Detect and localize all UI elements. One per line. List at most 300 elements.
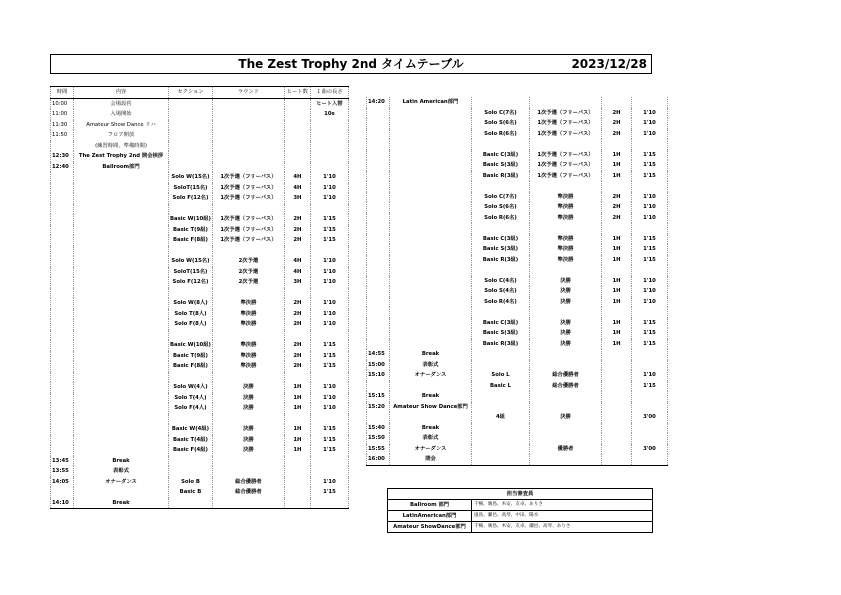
column-header-round: ラウンド (212, 87, 284, 99)
cell-heats (284, 477, 310, 488)
cell-heats (602, 454, 632, 465)
table-row (51, 109, 349, 120)
cell-time (51, 309, 74, 320)
cell-heats (284, 498, 310, 509)
cell-song-length: 1'15 (310, 487, 348, 498)
cell-section: Solo F(4人) (169, 403, 213, 414)
cell-heats (284, 330, 310, 341)
table-row (367, 118, 668, 129)
cell-heats (602, 412, 632, 423)
cell-content: Break (74, 456, 169, 467)
cell-time (51, 277, 74, 288)
table-row (367, 433, 668, 444)
cell-time (51, 414, 74, 425)
cell-heats: 4H (284, 256, 310, 267)
cell-round (530, 223, 602, 234)
cell-time: 15:15 (367, 391, 390, 402)
cell-section: SoloT(15名) (169, 267, 213, 278)
title-bar (50, 54, 652, 74)
cell-song-length (310, 141, 348, 152)
cell-time (51, 319, 74, 330)
cell-section: 4組 (472, 412, 530, 423)
table-row (51, 498, 349, 509)
table-row (367, 412, 668, 423)
left-timetable (50, 86, 349, 509)
table-row (367, 423, 668, 434)
cell-round: 決勝 (530, 412, 602, 423)
cell-song-length: 1'15 (310, 445, 348, 456)
cell-round (212, 246, 284, 257)
cell-heats (284, 456, 310, 467)
cell-content (390, 328, 472, 339)
cell-heats: 1H (602, 234, 632, 245)
cell-time (367, 339, 390, 350)
cell-content: Latin American部門 (390, 97, 472, 108)
cell-time (367, 297, 390, 308)
cell-heats: 2H (284, 361, 310, 372)
cell-time (367, 108, 390, 119)
table-row (51, 445, 349, 456)
cell-round: 総合優勝者 (530, 381, 602, 392)
cell-content (390, 118, 472, 129)
cell-round (530, 349, 602, 360)
table-row (51, 361, 349, 372)
cell-content (390, 129, 472, 140)
judges-table (387, 488, 653, 533)
cell-heats: 2H (284, 298, 310, 309)
cell-heats (602, 139, 632, 150)
cell-content (74, 319, 169, 330)
cell-content (74, 288, 169, 299)
cell-round: 決勝 (212, 393, 284, 404)
cell-section (169, 372, 213, 383)
table-row (367, 255, 668, 266)
cell-heats (602, 97, 632, 108)
cell-song-length: 10s (310, 109, 348, 120)
cell-song-length: 1'15 (310, 424, 348, 435)
cell-section: Basic B (169, 487, 213, 498)
table-row (51, 330, 349, 341)
cell-heats (602, 391, 632, 402)
cell-heats: 1H (602, 150, 632, 161)
cell-round: 2次予選 (212, 256, 284, 267)
cell-time (367, 129, 390, 140)
cell-section: Solo C(4名) (472, 276, 530, 287)
cell-round: 準決勝 (212, 319, 284, 330)
cell-time (51, 246, 74, 257)
cell-heats (602, 433, 632, 444)
cell-content (390, 307, 472, 318)
table-row (367, 97, 668, 108)
cell-song-length: 1'10 (310, 382, 348, 393)
cell-section (472, 139, 530, 150)
cell-content (74, 277, 169, 288)
cell-content: Break (74, 498, 169, 509)
table-row (367, 402, 668, 413)
cell-time (51, 435, 74, 446)
cell-song-length (632, 265, 668, 276)
table-row (367, 181, 668, 192)
cell-section (472, 444, 530, 455)
cell-time: 11:00 (51, 109, 74, 120)
cell-heats: 2H (284, 309, 310, 320)
cell-song-length (632, 139, 668, 150)
cell-heats (602, 265, 632, 276)
cell-content: Amateur Show Dance部門 (390, 402, 472, 413)
cell-section (472, 360, 530, 371)
cell-heats: 4H (284, 267, 310, 278)
judges-names: 風島、瀬邑、高琴、中田、陽水 (472, 511, 653, 522)
cell-content: Break (390, 391, 472, 402)
table-row (367, 276, 668, 287)
table-row (51, 130, 349, 141)
cell-heats (284, 151, 310, 162)
cell-song-length (310, 330, 348, 341)
cell-round (530, 307, 602, 318)
cell-song-length: 1'10 (310, 309, 348, 320)
cell-time (51, 256, 74, 267)
cell-heats: 3H (284, 277, 310, 288)
cell-time (367, 276, 390, 287)
table-row (367, 339, 668, 350)
cell-heats: 4H (284, 183, 310, 194)
page-title: The Zest Trophy 2nd タイムテーブル (238, 57, 464, 71)
cell-song-length: 1'15 (632, 150, 668, 161)
cell-round: 準決勝 (212, 298, 284, 309)
cell-time (51, 393, 74, 404)
cell-round (530, 402, 602, 413)
cell-content (390, 223, 472, 234)
cell-time (51, 487, 74, 498)
cell-time (51, 351, 74, 362)
cell-section: Solo F(8人) (169, 319, 213, 330)
cell-song-length: 1'15 (310, 351, 348, 362)
cell-time: 10:00 (51, 98, 74, 109)
cell-song-length: 1'15 (632, 381, 668, 392)
cell-section: Basic W(10組) (169, 340, 213, 351)
cell-time (367, 318, 390, 329)
column-header-heats: ヒート数 (284, 87, 310, 99)
cell-song-length (632, 433, 668, 444)
cell-time (367, 192, 390, 203)
cell-content (74, 246, 169, 257)
cell-heats: 2H (602, 118, 632, 129)
cell-section (169, 98, 213, 109)
cell-heats (284, 466, 310, 477)
judges-dept: Amateur ShowDance部門 (388, 522, 472, 533)
cell-heats: 1H (602, 171, 632, 182)
cell-time: 13:55 (51, 466, 74, 477)
cell-content: 表彰式 (390, 433, 472, 444)
cell-heats (602, 307, 632, 318)
cell-section: Solo T(8人) (169, 309, 213, 320)
cell-time (51, 382, 74, 393)
cell-content (74, 256, 169, 267)
cell-time (367, 171, 390, 182)
cell-song-length (310, 466, 348, 477)
cell-section: Basic T(9組) (169, 351, 213, 362)
cell-time: 15:10 (367, 370, 390, 381)
cell-round (212, 288, 284, 299)
cell-heats (284, 162, 310, 173)
cell-section (472, 423, 530, 434)
cell-content (74, 235, 169, 246)
cell-content (390, 381, 472, 392)
cell-time (367, 412, 390, 423)
cell-content (390, 192, 472, 203)
cell-content (74, 298, 169, 309)
cell-section: Solo R(6名) (472, 129, 530, 140)
table-row (51, 414, 349, 425)
cell-section (169, 109, 213, 120)
table-row (367, 139, 668, 150)
cell-content (74, 382, 169, 393)
cell-heats: 2H (602, 129, 632, 140)
cell-section: Solo B (169, 477, 213, 488)
judges-names: 千暢、廣島、木安、友卓、ありさ (472, 500, 653, 511)
cell-round: 1次予選（フリーパス） (212, 225, 284, 236)
cell-song-length (632, 307, 668, 318)
cell-round: 決勝 (212, 435, 284, 446)
table-row (51, 393, 349, 404)
cell-round: 準決勝 (212, 309, 284, 320)
table-row (51, 214, 349, 225)
cell-section: Basic W(10組) (169, 214, 213, 225)
cell-round: 1次予選（フリーパス） (212, 235, 284, 246)
cell-section: Solo S(6名) (472, 118, 530, 129)
table-row (51, 256, 349, 267)
table-row (51, 288, 349, 299)
cell-round: 1次予選（フリーパス） (530, 150, 602, 161)
cell-section: Basic R(3組) (472, 171, 530, 182)
cell-content: オナーダンス (74, 477, 169, 488)
cell-content (390, 108, 472, 119)
cell-heats: 2H (284, 225, 310, 236)
cell-song-length: 1'15 (632, 339, 668, 350)
cell-round (212, 330, 284, 341)
cell-round (212, 130, 284, 141)
cell-song-length: 1'15 (632, 255, 668, 266)
table-row (367, 297, 668, 308)
cell-heats: 1H (284, 424, 310, 435)
cell-song-length: 1'10 (310, 183, 348, 194)
cell-time (51, 141, 74, 152)
cell-heats: 2H (284, 235, 310, 246)
cell-section: Basic C(3組) (472, 150, 530, 161)
cell-time (51, 193, 74, 204)
cell-heats: 1H (602, 328, 632, 339)
cell-content: Ballroom部門 (74, 162, 169, 173)
cell-song-length: 1'10 (632, 276, 668, 287)
cell-time: 14:10 (51, 498, 74, 509)
cell-song-length: 1'10 (310, 319, 348, 330)
cell-heats: 2H (284, 351, 310, 362)
cell-content (74, 351, 169, 362)
cell-round: 1次予選（フリーパス） (212, 183, 284, 194)
cell-round: 準決勝 (212, 340, 284, 351)
cell-content (74, 393, 169, 404)
cell-round: 2次予選 (212, 277, 284, 288)
cell-song-length: 1'15 (310, 340, 348, 351)
cell-song-length: 1'15 (632, 171, 668, 182)
cell-round (530, 139, 602, 150)
table-row (51, 456, 349, 467)
cell-section (472, 391, 530, 402)
cell-round: 総合優勝者 (212, 487, 284, 498)
cell-song-length: 1'15 (632, 318, 668, 329)
cell-song-length (310, 456, 348, 467)
table-row (367, 328, 668, 339)
cell-heats: 1H (284, 445, 310, 456)
cell-content: 会場設営 (74, 98, 169, 109)
cell-round: 決勝 (530, 339, 602, 350)
cell-content (74, 424, 169, 435)
cell-content (74, 214, 169, 225)
cell-section (472, 433, 530, 444)
cell-song-length: 3'00 (632, 412, 668, 423)
cell-round (212, 109, 284, 120)
cell-heats (284, 487, 310, 498)
judges-names: 千暢、廣島、木安、友卓、瀬邑、高琴、ありさ (472, 522, 653, 533)
cell-content (390, 286, 472, 297)
cell-heats: 2H (602, 108, 632, 119)
cell-round: 1次予選（フリーパス） (530, 171, 602, 182)
table-row (367, 286, 668, 297)
cell-content (74, 487, 169, 498)
cell-content (390, 265, 472, 276)
cell-time (51, 267, 74, 278)
cell-heats (602, 370, 632, 381)
cell-heats (602, 181, 632, 192)
cell-round (212, 120, 284, 131)
table-row (367, 160, 668, 171)
cell-heats: 2H (284, 319, 310, 330)
cell-time: 12:30 (51, 151, 74, 162)
cell-time (51, 403, 74, 414)
cell-time: 15:50 (367, 433, 390, 444)
cell-time (51, 235, 74, 246)
cell-round (212, 414, 284, 425)
cell-round: 1次予選（フリーパス） (530, 108, 602, 119)
cell-song-length: 1'15 (632, 244, 668, 255)
cell-time (367, 118, 390, 129)
table-row (367, 234, 668, 245)
cell-time (51, 204, 74, 215)
cell-time (367, 255, 390, 266)
cell-time: 12:40 (51, 162, 74, 173)
cell-round: 決勝 (530, 318, 602, 329)
cell-section: Basic S(3組) (472, 160, 530, 171)
cell-round (530, 433, 602, 444)
cell-heats (602, 223, 632, 234)
cell-heats (284, 109, 310, 120)
cell-content (390, 202, 472, 213)
cell-round: 総合優勝者 (530, 370, 602, 381)
cell-section: Basic C(3組) (472, 234, 530, 245)
cell-round: 準決勝 (530, 244, 602, 255)
cell-song-length: 1'15 (310, 235, 348, 246)
cell-song-length (310, 414, 348, 425)
cell-content (74, 340, 169, 351)
cell-heats: 1H (602, 255, 632, 266)
cell-round (212, 141, 284, 152)
table-row (51, 298, 349, 309)
column-header-time: 時間 (51, 87, 74, 99)
cell-song-length (632, 360, 668, 371)
cell-content (74, 414, 169, 425)
cell-round: 決勝 (530, 276, 602, 287)
cell-heats: 1H (602, 286, 632, 297)
cell-time: 11:30 (51, 120, 74, 131)
cell-song-length: 1'10 (310, 403, 348, 414)
cell-section: Basic S(3組) (472, 244, 530, 255)
cell-song-length: 1'10 (310, 277, 348, 288)
cell-content (390, 139, 472, 150)
cell-content (74, 172, 169, 183)
cell-heats (284, 130, 310, 141)
cell-round: 1次予選（フリーパス） (212, 172, 284, 183)
cell-time: 14:20 (367, 97, 390, 108)
cell-round (212, 151, 284, 162)
table-row (51, 225, 349, 236)
table-row (367, 349, 668, 360)
cell-song-length: 1'15 (310, 214, 348, 225)
cell-song-length (310, 151, 348, 162)
cell-round: 決勝 (212, 382, 284, 393)
cell-section: Basic T(4組) (169, 435, 213, 446)
column-header-song-length: １曲の長さ (310, 87, 348, 99)
cell-song-length: 1'10 (632, 192, 668, 203)
cell-round (530, 391, 602, 402)
cell-section (472, 402, 530, 413)
cell-song-length: 1'10 (310, 393, 348, 404)
cell-heats: 1H (284, 403, 310, 414)
cell-song-length (310, 246, 348, 257)
cell-section: Solo R(4名) (472, 297, 530, 308)
cell-round (530, 181, 602, 192)
table-row (51, 246, 349, 257)
cell-section (169, 414, 213, 425)
cell-section (472, 97, 530, 108)
table-row (51, 162, 349, 173)
cell-round: 1次予選（フリーパス） (530, 118, 602, 129)
cell-song-length: 1'10 (632, 297, 668, 308)
table-row (51, 193, 349, 204)
judges-dept: Ballroom 部門 (388, 500, 472, 511)
cell-heats (284, 141, 310, 152)
cell-section: Basic R(3組) (472, 339, 530, 350)
cell-heats: 1H (602, 276, 632, 287)
cell-time (367, 202, 390, 213)
cell-section: Solo W(15名) (169, 256, 213, 267)
cell-content (74, 193, 169, 204)
cell-content (390, 297, 472, 308)
table-row (51, 172, 349, 183)
cell-content: The Zest Trophy 2nd 開会挨拶 (74, 151, 169, 162)
cell-time: 16:00 (367, 454, 390, 465)
cell-time (367, 307, 390, 318)
cell-round: 1次予選（フリーパス） (212, 214, 284, 225)
cell-heats: 2H (602, 213, 632, 224)
cell-round: 決勝 (530, 328, 602, 339)
right-timetable (366, 97, 668, 466)
cell-heats (284, 414, 310, 425)
cell-round: 決勝 (212, 445, 284, 456)
cell-content: 入場開始 (74, 109, 169, 120)
table-row (51, 141, 349, 152)
cell-heats: 2H (602, 202, 632, 213)
cell-round: 決勝 (212, 424, 284, 435)
